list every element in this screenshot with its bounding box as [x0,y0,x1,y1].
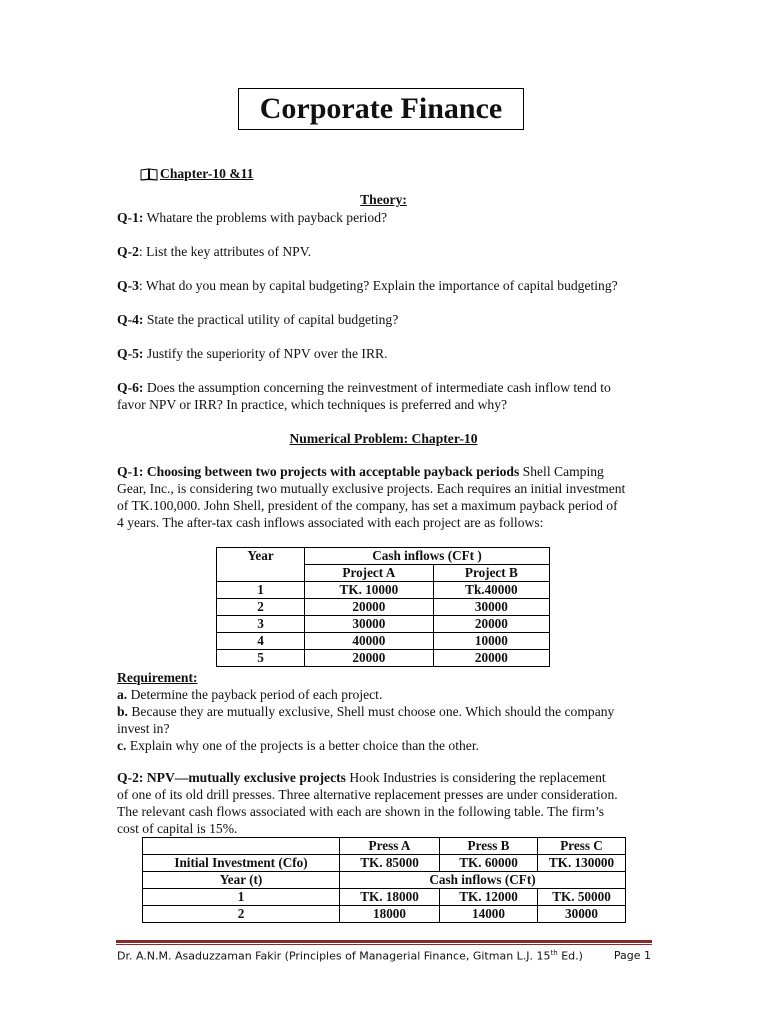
np2-line1: Q-2: NPV—mutually exclusive projects Hook Industries is considering the replacement [117,770,606,785]
footer-citation: Dr. A.N.M. Asaduzzaman Fakir (Principles of Managerial Finance, Gitman L.J. 15th Ed.) [117,949,583,963]
theory-q4: Q-4: State the practical utility of capital budgeting? [117,312,399,327]
np1-line4: 4 years. The after-tax cash inflows associated with each project are as follows: [117,515,544,530]
table-row: 1 TK. 18000 TK. 12000 TK. 50000 [143,889,626,906]
theory-q5: Q-5: Justify the superiority of NPV over the IRR. [117,346,388,361]
page-number: Page 1 [613,949,651,962]
footer-divider [116,940,652,943]
table-row: 1 TK. 10000 Tk.40000 [217,582,550,599]
footer-divider-thin [116,944,652,945]
np1-line3: of TK.100,000. John Shell, president of the company, has set a maximum payback period of [117,498,618,513]
project-b-header: Project B [433,565,549,582]
table-row: 4 40000 10000 [217,633,550,650]
press-b-header: Press B [440,838,538,855]
table-row: 5 20000 20000 [217,650,550,667]
theory-q6-cont: favor NPV or IRR? In practice, which techniques is preferred and why? [117,397,508,412]
np2-line4: cost of capital is 15%. [117,821,238,836]
table-row: 3 30000 20000 [217,616,550,633]
press-c-header: Press C [538,838,626,855]
chapter-label [140,166,254,182]
theory-q1: Q-1: Whatare the problems with payback period? [117,210,388,225]
requirement-a: a. Determine the payback period of each project. [117,687,383,702]
book-icon [140,168,158,181]
table-row: 2 18000 14000 30000 [143,906,626,923]
page-footer [117,949,651,963]
numerical-heading: Numerical Problem: Chapter-10 [289,431,478,446]
theory-q6: Q-6: Does the assumption concerning the reinvestment of intermediate cash inflow tend to [117,380,611,395]
requirement-heading: Requirement: [117,670,198,685]
np1-line2: Gear, Inc., is considering two mutually exclusive projects. Each requires an initial investment [117,481,626,496]
year-header: Year [217,548,305,582]
project-cashflow-table [216,547,550,667]
np2-line3: The relevant cash flows associated with each are shown in the following table. The firm’s [117,804,605,819]
theory-q2: Q-2: List the key attributes of NPV. [117,244,312,259]
np2-line2: of one of its old drill presses. Three alternative replacement presses are under consideration. [117,787,618,802]
theory-heading: Theory: [360,192,407,207]
requirement-c: c. Explain why one of the projects is a better choice than the other. [117,738,480,753]
requirement-b-cont: invest in? [117,721,170,736]
chapter-text: Chapter-10 &11 [160,166,254,181]
document-title: Corporate Finance [238,88,524,130]
np1-line1: Q-1: Choosing between two projects with acceptable payback periods Shell Camping [117,464,604,479]
table-row: Year (t) Cash inflows (CFt) [143,872,626,889]
press-cashflow-table [142,837,626,923]
project-a-header: Project A [305,565,434,582]
theory-q3: Q-3: What do you mean by capital budgeting? Explain the importance of capital budgeting? [117,278,618,293]
requirement-b: b. Because they are mutually exclusive, Shell must choose one. Which should the company [117,704,615,719]
table-row: 2 20000 30000 [217,599,550,616]
cash-inflows-header: Cash inflows (CFt ) [305,548,550,565]
press-a-header: Press A [340,838,440,855]
table-row: Initial Investment (Cfo) TK. 85000 TK. 60000 TK. 130000 [143,855,626,872]
